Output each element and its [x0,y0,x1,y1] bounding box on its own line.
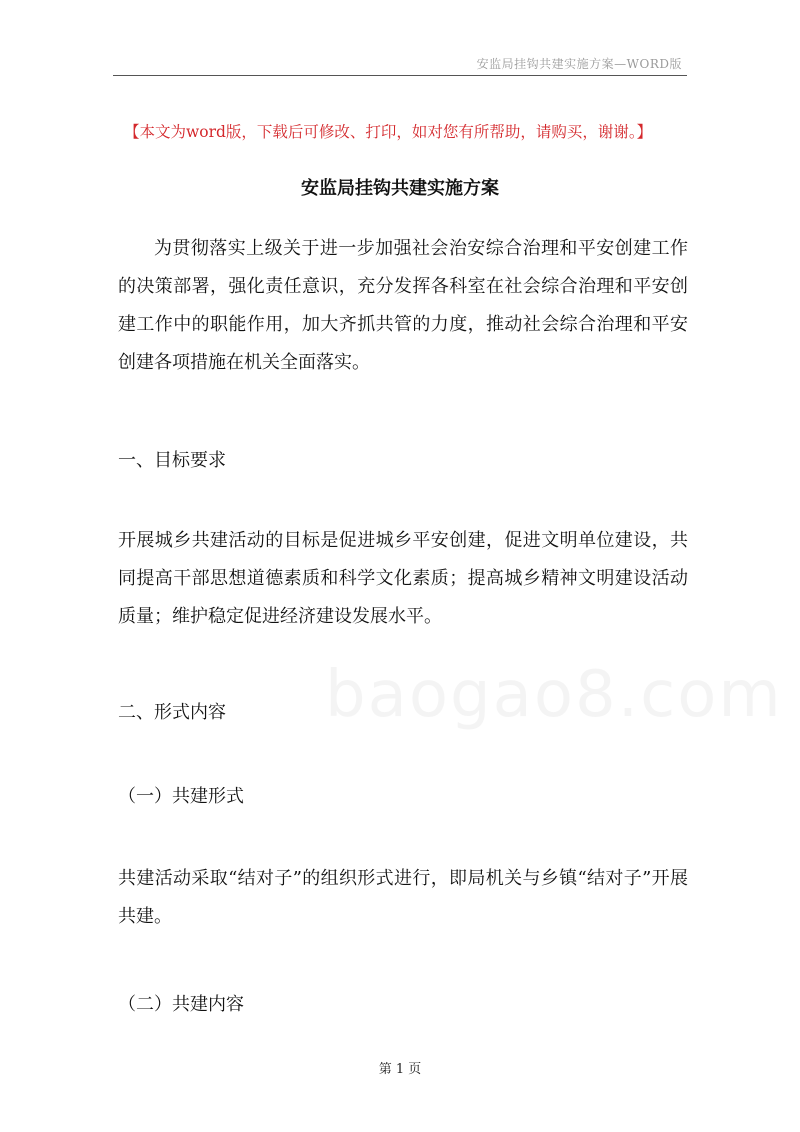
intro-paragraph: 为贯彻落实上级关于进一步加强社会治安综合治理和平安创建工作的决策部署，强化责任意识，充分发挥各科室在社会综合治理和平安创建工作中的职能作用，加大齐抓共管的力度，推动社会综合治理和平安创建各项措施在机关全面落实。 [118,238,688,373]
section-1-body: 开展城乡共建活动的目标是促进城乡平安创建，促进文明单位建设，共同提高干部思想道德素质和科学文化素质；提高城乡精神文明建设活动质量；维护稳定促进经济建设发展水平。 [118,530,688,627]
purchase-notice: 【本文为word版，下载后可修改、打印，如对您有所帮助，请购买，谢谢。】 [124,123,653,141]
page-number: 第 1 页 [378,1062,422,1077]
subsection-1-heading: （一）共建形式 [118,786,244,807]
subsection-2-heading: （二）共建内容 [118,994,244,1015]
document-title: 安监局挂钩共建实施方案 [301,178,499,199]
watermark [325,658,783,732]
section-2-heading: 二、形式内容 [118,702,226,723]
running-header: 安监局挂钩共建实施方案—WORD版 [476,57,682,71]
header-divider [113,75,687,76]
section-1-heading: 一、目标要求 [118,450,226,471]
subsection-1-body: 共建活动采取“结对子”的组织形式进行，即局机关与乡镇“结对子”开展共建。 [118,868,688,927]
